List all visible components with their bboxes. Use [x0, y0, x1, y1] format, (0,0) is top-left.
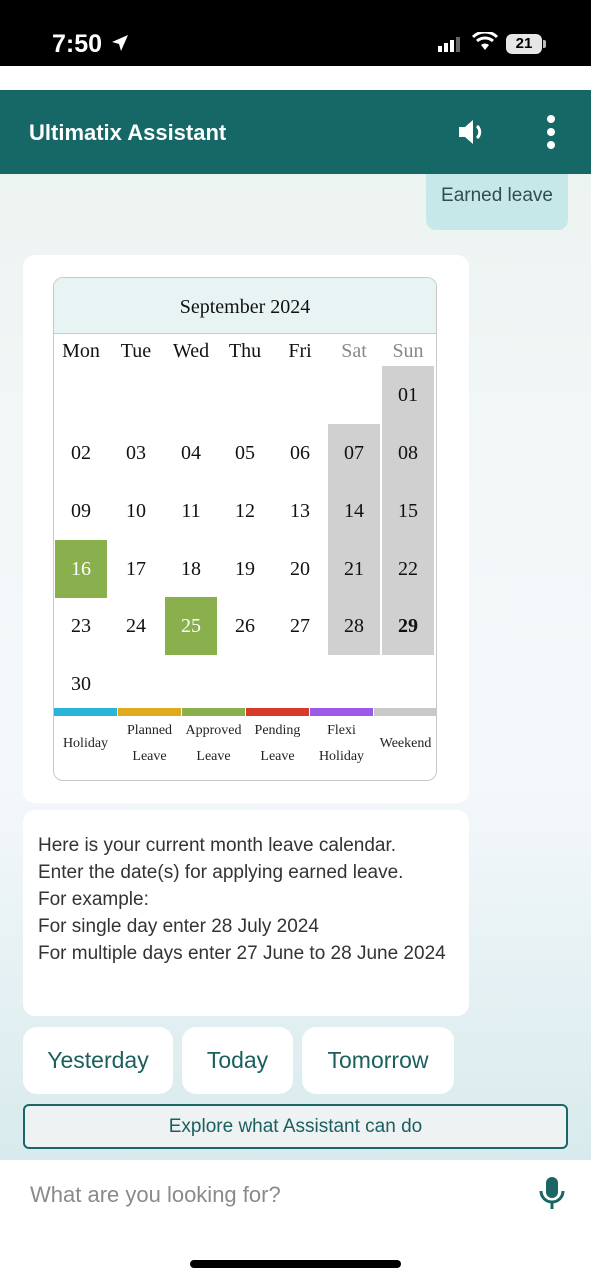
message-line: For multiple days enter 27 June to 28 June 2024 — [38, 943, 446, 964]
calendar-day-15[interactable]: 15 — [398, 500, 418, 522]
leave-calendar-card — [23, 255, 469, 803]
calendar-day-16[interactable]: 16 — [55, 540, 107, 598]
input-bar — [0, 1160, 591, 1280]
today-button[interactable]: Today — [182, 1027, 293, 1094]
calendar-day-22[interactable]: 22 — [398, 558, 418, 580]
tomorrow-button[interactable]: Tomorrow — [302, 1027, 454, 1094]
yesterday-button[interactable]: Yesterday — [23, 1027, 173, 1094]
calendar-day-20[interactable]: 20 — [290, 558, 310, 580]
legend-color-4 — [310, 708, 373, 716]
status-bar — [0, 0, 591, 66]
home-indicator — [190, 1260, 401, 1268]
weekday-fri: Fri — [288, 340, 312, 362]
legend-color-2 — [182, 708, 245, 716]
calendar-day-29[interactable]: 29 — [398, 615, 418, 637]
calendar-day-24[interactable]: 24 — [126, 615, 146, 637]
calendar-day-27[interactable]: 27 — [290, 615, 310, 637]
more-options-icon[interactable] — [540, 114, 562, 150]
calendar-day-14[interactable]: 14 — [344, 500, 364, 522]
calendar-day-09[interactable]: 09 — [71, 500, 91, 522]
calendar-day-07[interactable]: 07 — [344, 442, 364, 464]
calendar-day-06[interactable]: 06 — [290, 442, 310, 464]
weekday-mon: Mon — [62, 340, 100, 362]
microphone-icon[interactable] — [538, 1176, 566, 1212]
calendar-day-23[interactable]: 23 — [71, 615, 91, 637]
calendar-day-01[interactable]: 01 — [398, 384, 418, 406]
message-line: For single day enter 28 July 2024 — [38, 916, 319, 937]
calendar-day-10[interactable]: 10 — [126, 500, 146, 522]
message-line: For example: — [38, 889, 149, 910]
legend-label-2: Approved Leave — [185, 723, 242, 764]
calendar-day-02[interactable]: 02 — [71, 442, 91, 464]
weekday-wed: Wed — [172, 340, 210, 362]
speaker-icon[interactable] — [455, 114, 491, 150]
app-header — [0, 90, 591, 174]
calendar-day-03[interactable]: 03 — [126, 442, 146, 464]
legend-label-4: Flexi Holiday — [318, 723, 365, 764]
calendar-day-11[interactable]: 11 — [181, 500, 201, 522]
user-message-bubble: Earned leave — [426, 174, 568, 230]
calendar-day-18[interactable]: 18 — [181, 558, 201, 580]
weekday-sat: Sat — [341, 340, 367, 362]
calendar-month-title: September 2024 — [54, 278, 436, 334]
message-line: Enter the date(s) for applying earned leave. — [38, 862, 404, 883]
calendar-day-25[interactable]: 25 — [165, 597, 217, 655]
calendar-day-30[interactable]: 30 — [71, 673, 91, 695]
legend-color-5 — [374, 708, 437, 716]
top-spacer — [0, 66, 591, 90]
legend-color-3 — [246, 708, 309, 716]
leave-calendar — [53, 277, 437, 781]
message-line: Here is your current month leave calendar. — [38, 835, 397, 856]
legend-color-1 — [118, 708, 181, 716]
weekday-sun: Sun — [392, 340, 424, 362]
wifi-icon — [472, 32, 498, 52]
legend-color-0 — [54, 708, 117, 716]
search-input[interactable] — [30, 1175, 510, 1215]
battery-tip — [543, 40, 546, 48]
cellular-signal-icon — [438, 36, 464, 52]
calendar-day-28[interactable]: 28 — [344, 615, 364, 637]
weekday-tue: Tue — [120, 340, 152, 362]
calendar-day-08[interactable]: 08 — [398, 442, 418, 464]
legend-label-1: Planned Leave — [126, 723, 173, 764]
app-title: Ultimatix Assistant — [29, 120, 227, 145]
calendar-day-17[interactable]: 17 — [126, 558, 146, 580]
assistant-message-card — [23, 810, 469, 1016]
calendar-day-21[interactable]: 21 — [344, 558, 364, 580]
calendar-day-12[interactable]: 12 — [235, 500, 255, 522]
location-arrow-icon — [110, 33, 130, 53]
legend-label-3: Pending Leave — [254, 723, 301, 764]
weekday-thu: Thu — [228, 340, 262, 362]
status-time: 7:50 — [52, 30, 103, 58]
calendar-day-13[interactable]: 13 — [290, 500, 310, 522]
battery-icon: 21 — [506, 34, 542, 54]
explore-assistant-button[interactable]: Explore what Assistant can do — [23, 1104, 568, 1149]
calendar-day-19[interactable]: 19 — [235, 558, 255, 580]
calendar-day-04[interactable]: 04 — [181, 442, 201, 464]
legend-label-5: Weekend — [379, 736, 432, 751]
legend-label-0: Holiday — [62, 736, 109, 751]
calendar-day-05[interactable]: 05 — [235, 442, 255, 464]
calendar-day-26[interactable]: 26 — [235, 615, 255, 637]
